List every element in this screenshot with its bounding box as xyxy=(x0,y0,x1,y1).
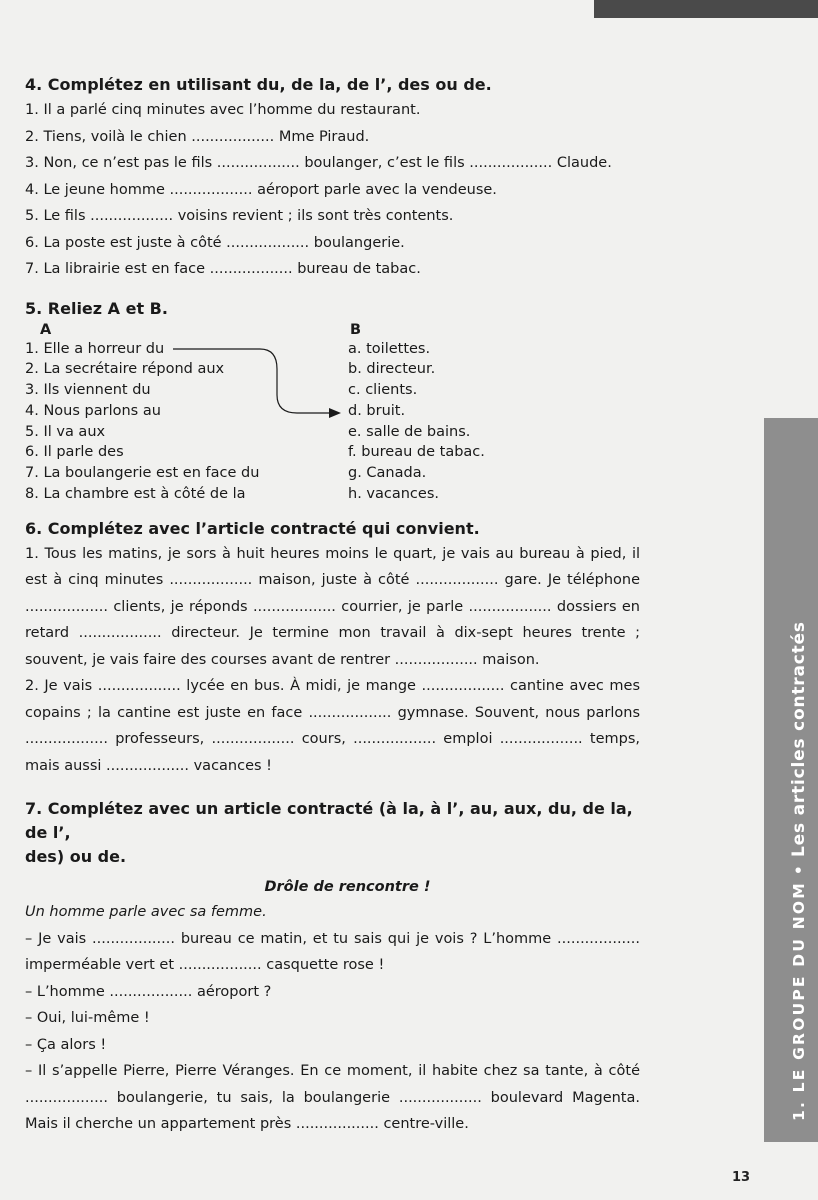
exercise-line: 3. Non, ce n’est pas le fils .................. boulanger, c’est le fils .................. Claude. xyxy=(25,155,612,171)
story-intro: Un homme parle avec sa femme. xyxy=(25,904,267,920)
exercise-5 xyxy=(25,297,640,507)
exercise-line: 5. Le fils .................. voisins revient ; ils sont très contents. xyxy=(25,208,454,224)
column-b-item: b. directeur. xyxy=(348,361,436,378)
top-header-bar xyxy=(594,0,818,18)
matching-columns xyxy=(25,321,640,507)
exercise-line: 2. Tiens, voilà le chien .................. Mme Piraud. xyxy=(25,128,370,145)
column-a-item: 6. Il parle des xyxy=(25,444,124,461)
column-b-item: c. clients. xyxy=(348,382,418,399)
column-b-item: a. toilettes. xyxy=(348,340,431,357)
column-b-item: e. salle de bains. xyxy=(348,423,471,440)
column-b-item: d. bruit. xyxy=(348,402,406,419)
column-b-item: g. Canada. xyxy=(348,465,427,482)
exercise-6-paragraph-1: 1. Tous les matins, je sors à huit heures moins le quart, je vais au bureau à pied, il est à cinq minutes .................. maison, juste à côté .................. gare. Je téléphone .................. clients, je réponds .................. courrier, je parle .................. dossiers en retard .................. directeur. Je termine mon travail à dix-sept heures trente ; souvent, je vais faire des courses avant de rentrer .................. maison. xyxy=(25,545,640,668)
exercise-7-title-line-1: 7. Complétez avec un article contracté (à la, à l’, au, aux, du, de la, de l’, xyxy=(25,799,633,842)
dialogue-line: – Je vais .................. bureau ce matin, et tu sais qui je vois ? L’homme .................. imperméable vert et .................. casquette rose ! xyxy=(25,930,640,973)
exercise-line: 7. La librairie est en face .................. bureau de tabac. xyxy=(25,261,421,277)
column-b-item: h. vacances. xyxy=(348,486,439,503)
page-number: 13 xyxy=(732,1170,751,1185)
exercise-7-title-line-2: des) ou de. xyxy=(25,847,127,866)
page-content xyxy=(25,73,640,1138)
exercise-4-title: 4. Complétez en utilisant du, de la, de l’, des ou de. xyxy=(25,75,492,94)
column-a-item: 1. Elle a horreur du xyxy=(25,340,165,357)
column-a-item: 7. La boulangerie est en face du xyxy=(25,465,260,482)
part-title: 1. LE GROUPE DU NOM xyxy=(790,881,808,1121)
separator-dot: • xyxy=(790,862,808,876)
chapter-side-tab-label xyxy=(791,621,808,1121)
dialogue-line: – Il s’appelle Pierre, Pierre Véranges. En ce moment, il habite chez sa tante, à côté .................. boulangerie, tu sais, la boulangerie .................. boulevard Magenta. Mais il cherche un appartement près .................. centre-ville. xyxy=(25,1063,640,1132)
exercise-7-title xyxy=(25,797,640,869)
column-a-item: 5. Il va aux xyxy=(25,423,106,440)
dialogue-line: – L’homme .................. aéroport ? xyxy=(25,983,272,1000)
column-a-item: 8. La chambre est à côté de la xyxy=(25,486,246,503)
exercise-line: 4. Le jeune homme .................. aéroport parle avec la vendeuse. xyxy=(25,181,497,198)
dialogue-line: – Oui, lui-même ! xyxy=(25,1010,150,1026)
exercise-5-title: 5. Reliez A et B. xyxy=(25,298,168,318)
column-a-item: 3. Ils viennent du xyxy=(25,382,151,399)
story-title: Drôle de rencontre ! xyxy=(264,879,431,895)
column-b-label: B xyxy=(350,321,362,338)
chapter-title: Les articles contractés xyxy=(789,621,809,857)
exercise-6-paragraph-2: 2. Je vais .................. lycée en bus. À midi, je mange .................. cantine avec mes copains ; la cantine est juste en face .................. gymnase. Souvent, nous parlons .................. professeurs, .................. cours, .................. emploi .................. temps, mais aussi .................. vacances ! xyxy=(25,678,640,774)
exercise-6-title: 6. Complétez avec l’article contracté qui convient. xyxy=(25,518,480,538)
column-b-item: f. bureau de tabac. xyxy=(348,444,485,461)
exercise-line: 1. Il a parlé cinq minutes avec l’homme du restaurant. xyxy=(25,102,421,118)
dialogue-line: – Ça alors ! xyxy=(25,1036,107,1053)
column-a-item: 4. Nous parlons au xyxy=(25,402,161,419)
column-a-label: A xyxy=(40,321,52,338)
column-b-list xyxy=(348,339,485,505)
exercise-4 xyxy=(25,73,640,283)
column-a-item: 2. La secrétaire répond aux xyxy=(25,361,225,378)
exercise-6 xyxy=(25,517,640,780)
example-connector-arrow xyxy=(25,321,365,441)
exercise-line: 6. La poste est juste à côté .................. boulangerie. xyxy=(25,234,405,251)
exercise-7 xyxy=(25,797,640,1138)
